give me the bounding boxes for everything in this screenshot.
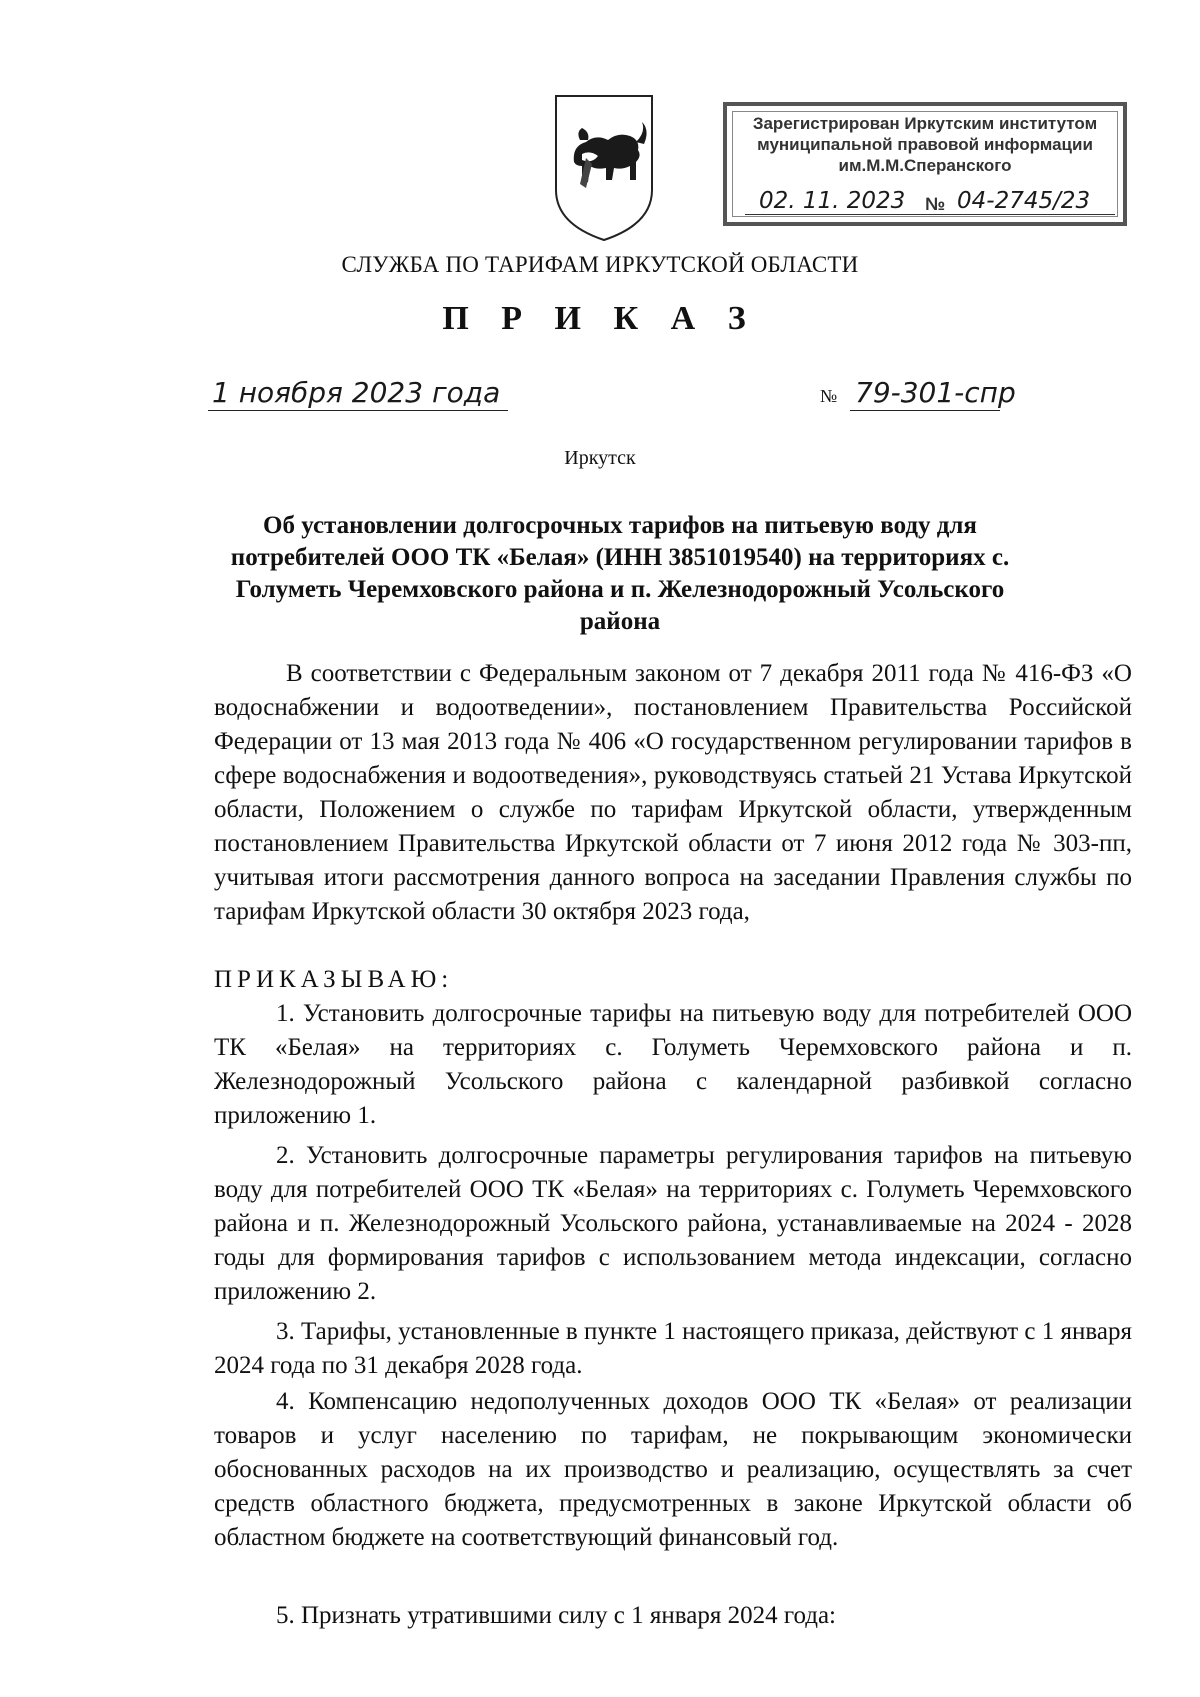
order-word: ПРИКАЗЫВАЮ: xyxy=(214,966,454,993)
date-underline xyxy=(208,410,508,411)
agency-name: СЛУЖБА ПО ТАРИФАМ ИРКУТСКОЙ ОБЛАСТИ xyxy=(341,252,859,277)
city-name: Иркутск xyxy=(564,447,636,469)
stamp-line-1: Зарегистрирован Иркутским институтом xyxy=(752,114,1098,133)
registration-stamp xyxy=(723,102,1127,226)
order-item-3: 3. Тарифы, установленные в пункте 1 настоящего приказа, действуют с 1 января 2024 года по 31 декабря 2028 года. xyxy=(214,1318,1132,1379)
stamp-number-sign: № xyxy=(925,194,946,214)
stamp-line-2: муниципальной правовой информации xyxy=(757,135,1093,154)
stamp-line-3: им.М.М.Сперанского xyxy=(838,156,1012,175)
stamp-underline xyxy=(745,214,1115,215)
document-type: П Р И К А З xyxy=(442,300,758,337)
order-item-5: 5. Признать утратившими силу с 1 января 2024 года: xyxy=(276,1602,836,1629)
number-underline xyxy=(850,410,1000,411)
preamble-paragraph: В соответствии с Федеральным законом от 7 декабря 2011 года № 416-ФЗ «О водоснабжении и водоотведении», постановлением Правительства Российской Федерации от 13 мая 2013 года № 406 «О государственном регулировании тарифов в сфере водоснабжения и водоотведения», руководствуясь статьей 21 Устава Иркутской области, Положением о службе по тарифам Иркутской области, утвержденным постановлением Правительства Иркутской области от 7 июня 2012 года № 303-пп, учитывая итоги рассмотрения данного вопроса на заседании Правления службы по тарифам Иркутской области 30 октября 2023 года, xyxy=(214,660,1132,925)
order-item-2: 2. Установить долгосрочные параметры регулирования тарифов на питьевую воду для потребителей ООО ТК «Белая» на территориях с. Голуметь Черемховского района и п. Железнодорожный Усольского района, устанавливаемые на 2024 - 2028 годы для формирования тарифов с использованием метода индексации, согласно приложению 2. xyxy=(214,1142,1132,1305)
stamp-date-handwritten: 02. 11. 2023 xyxy=(759,188,906,214)
order-item-4: 4. Компенсацию недополученных доходов ООО ТК «Белая» от реализации товаров и услуг населению по тарифам, не покрывающим экономически обоснованных расходов на их производство и реализацию, осуществлять за счет средств областного бюджета, предусмотренных в законе Иркутской области об областном бюджете на соответствующий финансовый год. xyxy=(214,1388,1132,1551)
document-title: Об установлении долгосрочных тарифов на питьевую воду для потребителей ООО ТК «Белая» (ИНН 3851019540) на территориях с. Голуметь Черемховского района и п. Железнодорожный Усольского района xyxy=(230,512,1010,635)
stamp-number-handwritten: 04-2745/23 xyxy=(957,188,1091,214)
order-date-handwritten: 1 ноября 2023 года xyxy=(212,376,501,409)
order-number-sign: № xyxy=(820,386,838,406)
order-number-handwritten: 79-301-спр xyxy=(855,376,1016,409)
order-item-1: 1. Установить долгосрочные тарифы на питьевую воду для потребителей ООО ТК «Белая» на территориях с. Голуметь Черемховского района и п. Железнодорожный Усольского района с календарной разбивкой согласно приложению 1. xyxy=(214,1000,1132,1129)
coat-of-arms-emblem xyxy=(552,92,656,244)
